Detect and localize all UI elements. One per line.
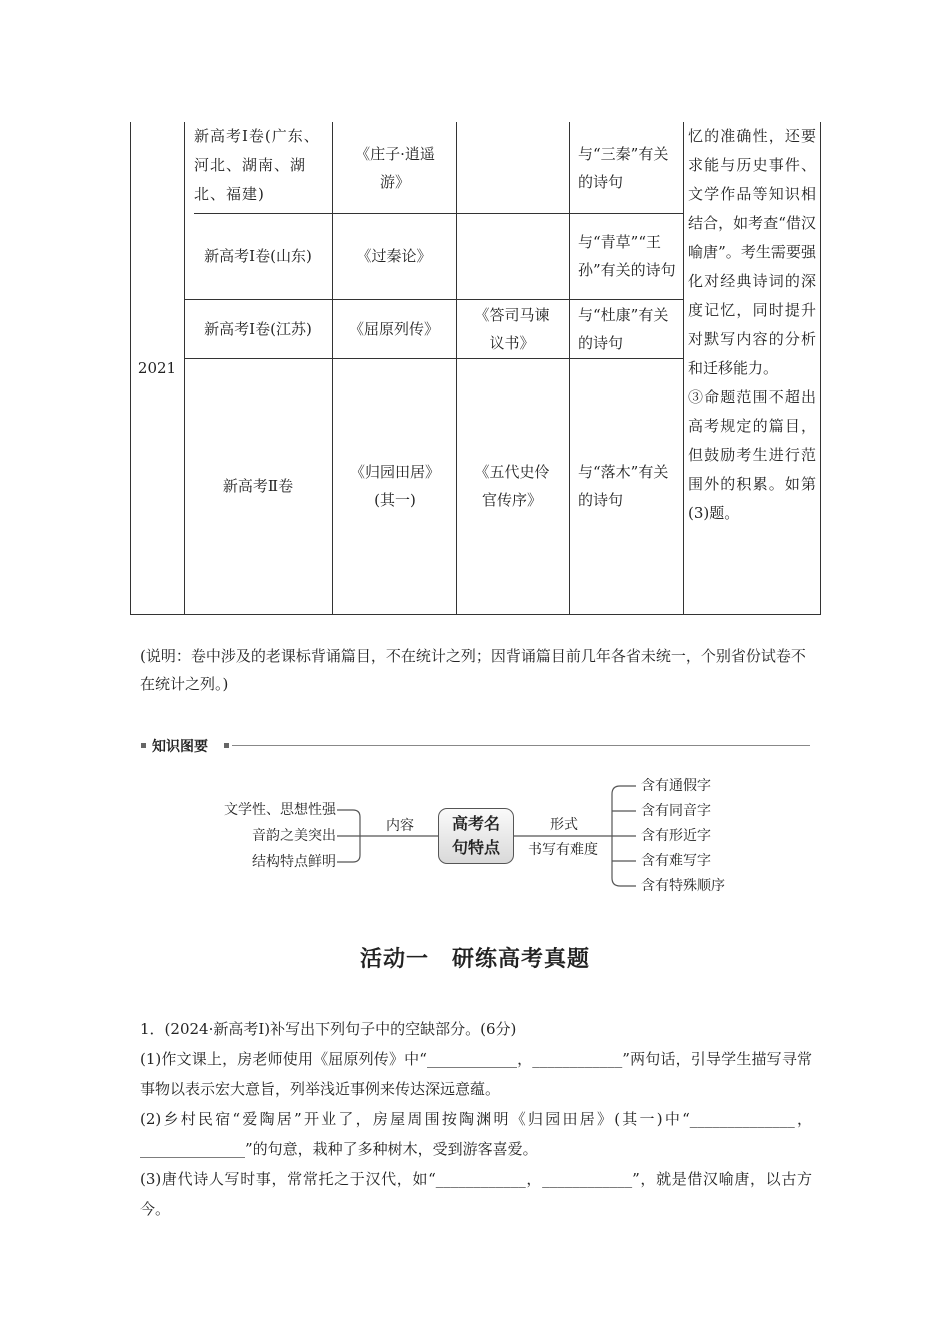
question-item: (2)乡村民宿“爱陶居”开业了，房屋周围按陶渊明《归园田居》(其一)中“______________，______________”的句意，栽种了多种树木，受到游客喜爱。 [140,1110,812,1158]
old-text-cell: 《归园田居》(其一) [349,463,440,509]
topic-cell: 与“杜康”有关的诗句 [578,305,669,352]
old-text-cell: 《屈原列传》 [348,319,439,338]
form-label: 形式 [550,817,578,833]
year-cell: 2021 [137,359,177,377]
right-item: 含有形近字 [641,828,711,844]
paper-cell: 新高考Ⅱ卷 [222,477,294,495]
analysis-note: 忆的准确性，还要求能与历史事件、文学作品等知识相结合，如考查“借汉喻唐”。考生需要强化对经典诗词的深度记忆，同时提升对默写内容的分析和迁移能力。 ③命题范围不超出高考规定的篇目，但鼓励考生进行范围外的积累。如第(3)题。 [688,127,816,522]
left-item: 文学性、思想性强 [224,802,336,818]
right-item: 含有难写字 [641,853,711,869]
topic-cell: 与“青草”“王孙”有关的诗句 [578,233,676,279]
paper-cell: 新高考Ⅰ卷(广东、河北、湖南、湖北、福建) [194,127,320,203]
paper-cell: 新高考Ⅰ卷(山东) [204,247,312,265]
center-node [438,808,514,864]
topic-cell: 与“三秦”有关的诗句 [578,144,669,191]
right-item: 含有通假字 [641,778,711,794]
left-item: 结构特点鲜明 [252,854,336,870]
left-item: 音韵之美突出 [252,828,336,844]
paper-cell: 新高考Ⅰ卷(江苏) [204,319,312,338]
question-item: (3)唐代诗人写时事，常常托之于汉代，如“____________，____________”，就是借汉喻唐，以古方今。 [140,1170,812,1218]
question-header: 1．(2024·新高考Ⅰ)补写出下列句子中的空缺部分。(6分) [140,1020,517,1038]
form-sublabel: 书写有难度 [528,842,598,858]
content-label: 内容 [386,818,414,834]
activity-title: 活动一 研练高考真题 [359,947,590,972]
old-text-cell: 《庄子·逍遥游》 [355,144,435,191]
new-text-cell: 《五代史伶官传序》 [474,463,550,509]
table-caption: (说明：卷中涉及的老课标背诵篇目，不在统计之列；因背诵篇目前几年各省未统一，个别省份试卷不在统计之列。) [140,647,806,693]
section-header: 知识图要 [152,739,208,755]
question-item: (1)作文课上，房老师使用《屈原列传》中“____________，____________”两句话，引导学生描写寻常事物以表示宏大意旨，列举浅近事例来传达深远意蕴。 [140,1050,812,1098]
center-node-label: 高考名句特点 [451,814,500,857]
new-text-cell: 《答司马谏议书》 [474,305,550,352]
right-item: 含有特殊顺序 [641,878,725,894]
topic-cell: 与“落木”有关的诗句 [578,463,669,509]
old-text-cell: 《过秦论》 [356,247,432,265]
right-item: 含有同音字 [641,803,711,819]
